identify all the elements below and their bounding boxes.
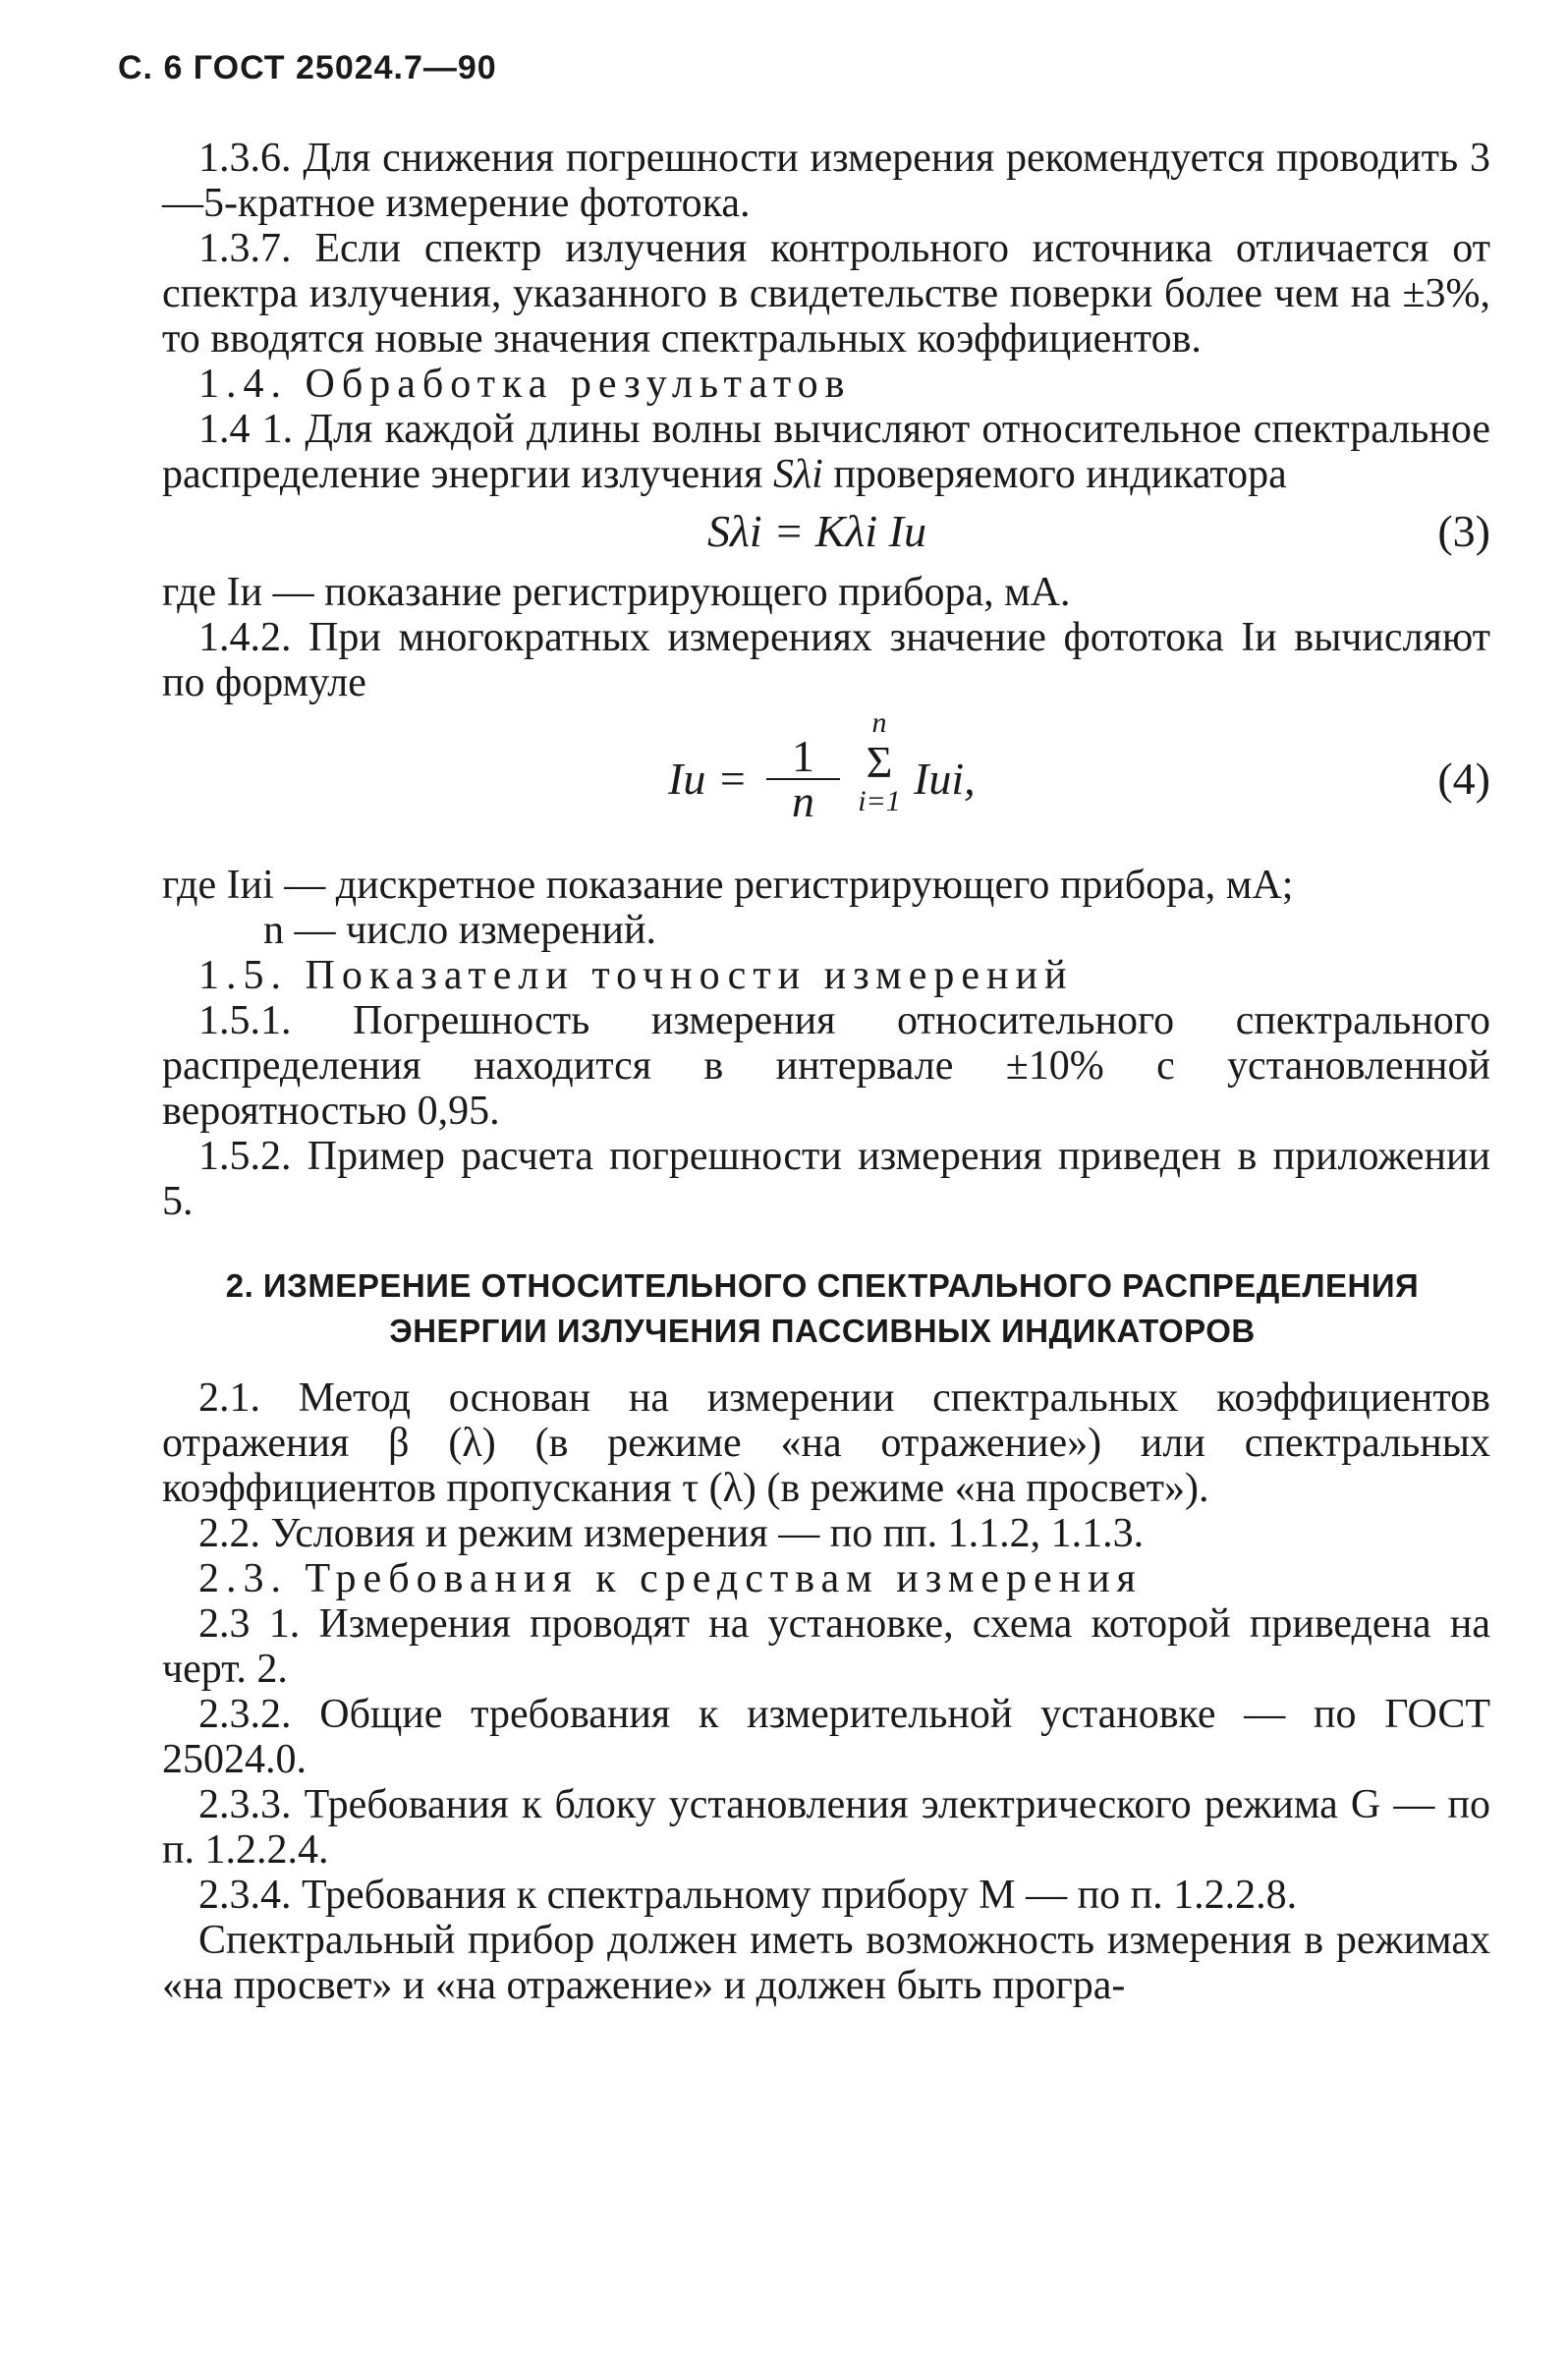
paragraph-1-5-1: 1.5.1. Погрешность измерения относительного спектрального распределения находится в интервале ±10% с установленной вероятностью 0,95. [162, 998, 1490, 1134]
paragraph-2-2: 2.2. Условия и режим измерения — по пп. 1.1.2, 1.1.3. [198, 1511, 1145, 1556]
subsection-heading-1-5: 1.5. Показатели точности измерений [198, 953, 1074, 998]
equation-4-fraction [766, 731, 840, 826]
summation-sign: Σ [866, 737, 893, 787]
paragraph-2-3-5: Спектральный прибор должен иметь возможность измерения в режимах «на просвет» и «на отражение» и должен быть програ- [162, 1918, 1490, 2008]
paragraph-1-3-6: 1.3.6. Для снижения погрешности измерения рекомендуется проводить 3—5-кратное измерение фототока. [162, 136, 1490, 226]
summation-upper-limit: n [871, 706, 887, 739]
subsection-heading-1-4: 1.4. Обработка результатов [198, 362, 852, 407]
subsection-heading-2-3: 2.3. Требования к средствам измерения [198, 1556, 1143, 1601]
equation-4-lhs: Iи = [668, 754, 748, 804]
section-2-title [154, 1263, 1490, 1354]
equation-3 [162, 497, 1490, 570]
variable-s-lambda: Sλi [772, 452, 823, 497]
equation-3-formula: Sλi = Kλi Iи [707, 506, 926, 556]
paragraph-2-3-3: 2.3.3. Требования к блоку установления электрического режима G — по п. 1.2.2.4. [162, 1782, 1490, 1873]
paragraph-1-4-1 [162, 407, 1490, 497]
paragraph-2-1: 2.1. Метод основан на измерении спектральных коэффициентов отражения β (λ) (в режиме «на отражение») или спектральных коэффициентов пропускания τ (λ) (в режиме «на просвет»). [162, 1375, 1490, 1511]
fraction-numerator: 1 [766, 735, 840, 780]
paragraph-1-4-1-text: 1.4 1. Для каждой длины волны вычисляют относительное спектральное распределение энергии излучения [162, 407, 1490, 497]
paragraph-2-3-4: 2.3.4. Требования к спектральному прибору M — по п. 1.2.2.8. [198, 1873, 1298, 1918]
where-clause-3: где Iи — показание регистрирующего прибора, мА. [162, 570, 1071, 615]
paragraph-2-3-2: 2.3.2. Общие требования к измерительной установке — по ГОСТ 25024.0. [162, 1692, 1490, 1782]
summation [850, 705, 909, 819]
paragraph-1-5-2: 1.5.2. Пример расчета погрешности измерения приведен в приложении 5. [162, 1134, 1490, 1224]
page-header: С. 6 ГОСТ 25024.7—90 [118, 49, 497, 86]
where-clause-4-n: n — число измерений. [263, 908, 656, 953]
section-2-title-line-2: ЭНЕРГИИ ИЗЛУЧЕНИЯ ПАССИВНЫХ ИНДИКАТОРОВ [389, 1313, 1256, 1349]
paragraph-1-3-7: 1.3.7. Если спектр излучения контрольного источника отличается от спектра излучения, указанного в свидетельстве поверки более чем на ±3%, то вводятся новые значения спектральных коэффициентов. [162, 226, 1490, 362]
paragraph-2-3-1: 2.3 1. Измерения проводят на установке, схема которой приведена на черт. 2. [162, 1601, 1490, 1692]
document-body [162, 136, 1490, 2008]
equation-3-number: (3) [1437, 506, 1490, 556]
where-clause-4: где Iиi — дискретное показание регистрирующего прибора, мА; [162, 863, 1294, 908]
section-2-title-line-1: 2. ИЗМЕРЕНИЕ ОТНОСИТЕЛЬНОГО СПЕКТРАЛЬНОГО РАСПРЕДЕЛЕНИЯ [225, 1267, 1420, 1304]
paragraph-1-4-2: 1.4.2. При многократных измерениях значение фототока Iи вычисляют по формуле [162, 615, 1490, 705]
equation-4 [162, 705, 1490, 863]
fraction-denominator: n [792, 776, 814, 826]
equation-4-number: (4) [1437, 754, 1490, 804]
paragraph-1-4-1-tail: проверяемого индикатора [833, 452, 1287, 497]
equation-4-term: Iиi, [914, 754, 976, 804]
summation-lower-limit: i=1 [858, 785, 901, 817]
